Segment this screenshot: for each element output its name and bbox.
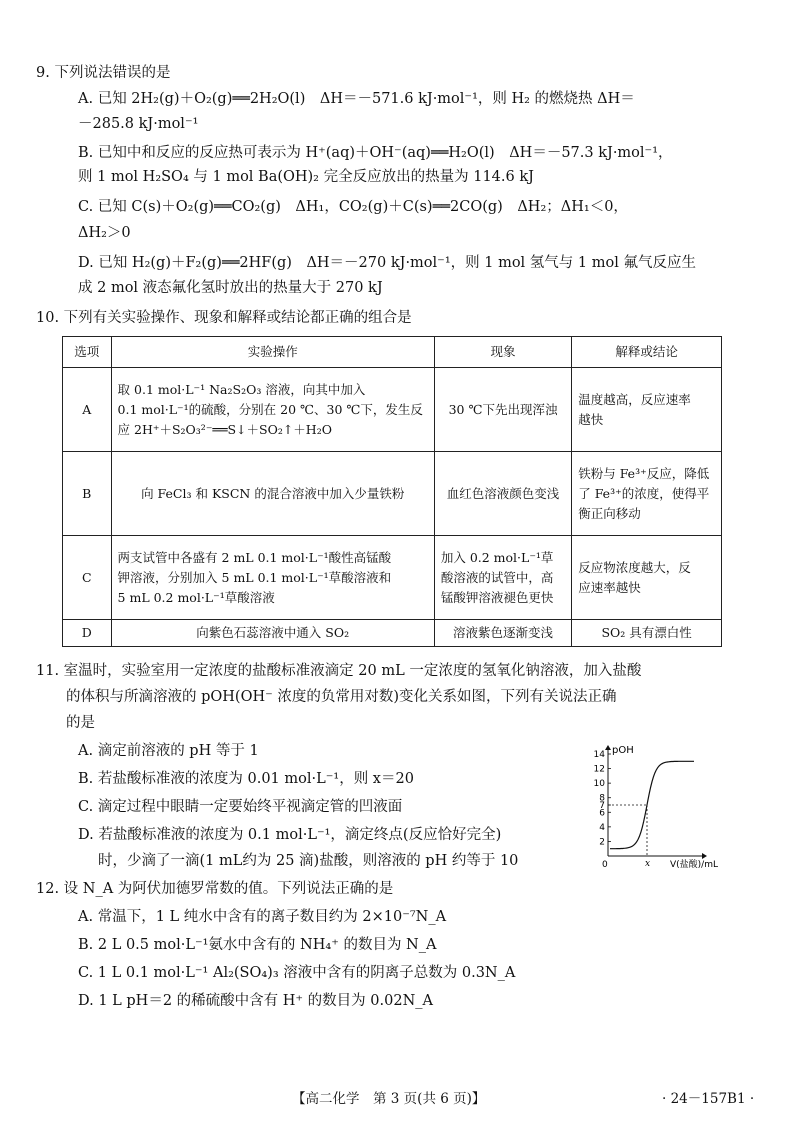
row-d-option: D [63, 620, 112, 647]
q11-option-a: A. 滴定前溶液的 pH 等于 1 [78, 743, 259, 759]
y-tick-label: 8 [599, 793, 605, 804]
row-b-ex-line3: 衡正向移动 [578, 505, 641, 521]
row-c-ph-line2: 酸溶液的试管中，高 [440, 569, 554, 585]
table-row [63, 620, 722, 647]
poh-titration-curve-svg [592, 744, 742, 868]
y-tick-label: 10 [593, 779, 605, 790]
row-a-op-line2: 0.1 mol·L⁻¹的硫酸，分别在 20 ℃、30 ℃下，发生反 [117, 401, 423, 417]
row-a-op-line1: 取 0.1 mol·L⁻¹ Na₂S₂O₃ 溶液，向其中加入 [117, 381, 366, 397]
row-b-ex-line1: 铁粉与 Fe³⁺反应，降低 [578, 465, 710, 481]
row-c-phenomenon [434, 536, 571, 620]
q9-option-b-line1: B. 已知中和反应的反应热可表示为 H⁺(aq)＋OH⁻(aq)══H₂O(l) ΔH＝－57.3 kJ·mol⁻¹， [78, 145, 673, 161]
q9-option-c-line2: ΔH₂＞0 [78, 225, 131, 241]
row-c-option: C [63, 536, 112, 620]
table-row [63, 452, 722, 536]
header-conclusion: 解释或结论 [572, 337, 722, 368]
row-a-operation [111, 368, 434, 452]
row-b-operation: 向 FeCl₃ 和 KSCN 的混合溶液中加入少量铁粉 [111, 452, 434, 536]
y-axis-arrow [605, 745, 611, 750]
row-a-ex-line2: 越快 [578, 411, 604, 427]
footer-code: · 24－157B1 · [662, 1091, 755, 1107]
q9-option-a-line1: A. 已知 2H₂(g)＋O₂(g)══2H₂O(l) ΔH＝－571.6 kJ·mol⁻¹，则 H₂ 的燃烧热 ΔH＝ [78, 91, 635, 107]
x-axis-arrow [702, 853, 707, 859]
header-phenomenon: 现象 [434, 337, 571, 368]
row-c-ph-line3: 锰酸钾溶液褪色更快 [440, 589, 554, 605]
y-tick-label: 4 [599, 822, 605, 833]
row-c-op-line1: 两支试管中各盛有 2 mL 0.1 mol·L⁻¹酸性高锰酸 [117, 549, 392, 565]
header-operation: 实验操作 [111, 337, 434, 368]
y-axis-label: pOH [612, 745, 634, 756]
q11-option-d-line1: D. 若盐酸标准液的浓度为 0.1 mol·L⁻¹，滴定终点(反应恰好完全) [78, 827, 502, 843]
x-axis-label: V(盐酸)/mL [670, 860, 718, 868]
table-header-row [63, 337, 722, 368]
header-option: 选项 [63, 337, 112, 368]
q12-stem: 12. 设 N_A 为阿伏加德罗常数的值。下列说法正确的是 [36, 881, 394, 897]
row-b-ex-line2: 了 Fe³⁺的浓度，使得平 [578, 485, 710, 501]
q12-option-d: D. 1 L pH＝2 的稀硫酸中含有 H⁺ 的数目为 0.02N_A [78, 993, 433, 1009]
q9-option-d-line2: 成 2 mol 液态氟化氢时放出的热量大于 270 kJ [78, 280, 383, 296]
row-a-option: A [63, 368, 112, 452]
q9-option-a-line2: －285.8 kJ·mol⁻¹ [78, 116, 199, 132]
q12-option-a: A. 常温下，1 L 纯水中含有的离子数目约为 2×10⁻⁷N_A [78, 909, 447, 925]
q11-option-d-line2: 时，少滴了一滴(1 mL约为 25 滴)盐酸，则溶液的 pH 约等于 10 [98, 853, 519, 869]
q11-stem-line3: 的是 [66, 715, 95, 731]
q12-option-b: B. 2 L 0.5 mol·L⁻¹氨水中含有的 NH₄⁺ 的数目为 N_A [78, 937, 437, 953]
q11-stem-line2: 的体积与所滴溶液的 pOH(OH⁻ 浓度的负常用对数)变化关系如图，下列有关说法正确 [66, 689, 617, 705]
footer-page-info: 【高二化学 第 3 页(共 6 页)】 [292, 1091, 486, 1107]
y-tick-label: 7 [599, 801, 605, 811]
titration-curve [610, 761, 694, 848]
q11-option-c: C. 滴定过程中眼睛一定要始终平视滴定管的凹液面 [78, 799, 403, 815]
row-a-phenomenon: 30 ℃下先出现浑浊 [434, 368, 571, 452]
row-c-operation [111, 536, 434, 620]
origin-label: 0 [602, 860, 608, 868]
row-b-conclusion [572, 452, 722, 536]
row-c-ex-line2: 应速率越快 [578, 579, 641, 595]
y-tick-label: 14 [593, 750, 605, 760]
q9-stem: 9. 下列说法错误的是 [36, 65, 171, 81]
q9-option-b-line2: 则 1 mol H₂SO₄ 与 1 mol Ba(OH)₂ 完全反应放出的热量为 114.6 kJ [78, 169, 534, 185]
q9-option-c-line1: C. 已知 C(s)＋O₂(g)══CO₂(g) ΔH₁，CO₂(g)＋C(s)══2CO(g) ΔH₂；ΔH₁＜0， [78, 199, 628, 215]
row-b-phenomenon: 血红色溶液颜色变浅 [434, 452, 571, 536]
q10-stem: 10. 下列有关实验操作、现象和解释或结论都正确的组合是 [36, 310, 412, 326]
q11-poh-graph [592, 744, 742, 868]
row-c-conclusion [572, 536, 722, 620]
q10-experiment-table [62, 336, 722, 647]
row-c-ph-line1: 加入 0.2 mol·L⁻¹草 [440, 549, 554, 565]
q11-option-b: B. 若盐酸标准液的浓度为 0.01 mol·L⁻¹，则 x＝20 [78, 771, 414, 787]
row-a-conclusion [572, 368, 722, 452]
row-b-option: B [63, 452, 112, 536]
row-d-conclusion: SO₂ 具有漂白性 [572, 620, 722, 647]
row-c-op-line2: 钾溶液，分别加入 5 mL 0.1 mol·L⁻¹草酸溶液和 [117, 569, 392, 585]
q9-option-d-line1: D. 已知 H₂(g)＋F₂(g)══2HF(g) ΔH＝－270 kJ·mol⁻¹，则 1 mol 氢气与 1 mol 氟气反应生 [78, 255, 696, 271]
y-tick-label: 2 [599, 837, 605, 848]
q11-stem-line1: 11. 室温时，实验室用一定浓度的盐酸标准液滴定 20 mL 一定浓度的氢氧化钠溶液，加入盐酸 [36, 663, 642, 679]
row-d-phenomenon: 溶液紫色逐渐变浅 [434, 620, 571, 647]
x-mark-label: x [645, 859, 651, 868]
row-c-op-line3: 5 mL 0.2 mol·L⁻¹草酸溶液 [117, 589, 275, 605]
row-a-op-line3: 应 2H⁺＋S₂O₃²⁻══S↓＋SO₂↑＋H₂O [117, 421, 332, 437]
q12-option-c: C. 1 L 0.1 mol·L⁻¹ Al₂(SO₄)₃ 溶液中含有的阴离子总数为 0.3N_A [78, 965, 516, 981]
row-a-ex-line1: 温度越高，反应速率 [578, 391, 691, 407]
y-tick-label: 12 [593, 764, 605, 775]
row-c-ex-line1: 反应物浓度越大，反 [578, 559, 691, 575]
table-row [63, 536, 722, 620]
y-tick-label: 6 [599, 808, 605, 819]
table-row [63, 368, 722, 452]
row-d-operation: 向紫色石蕊溶液中通入 SO₂ [111, 620, 434, 647]
